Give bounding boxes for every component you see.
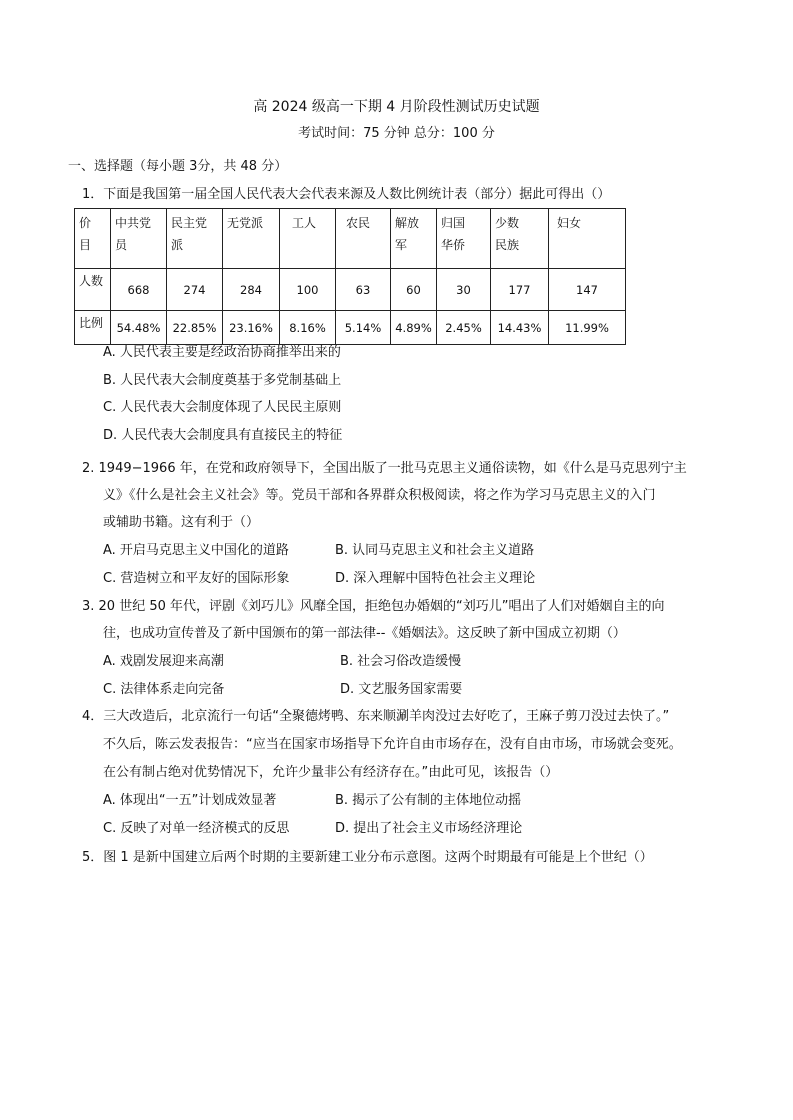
q4-stem-line: 4．三大改造后，北京流行一句话“全聚德烤鸭、东来顺涮羊肉没过去好吃了，王麻子剪刀没过去快了。” <box>82 709 670 724</box>
delegate-table <box>74 208 626 345</box>
column-header: 农民 <box>336 209 391 269</box>
corner-line: 目 <box>79 238 92 252</box>
q3-option-d[interactable]: D. 文艺服务国家需要 <box>340 682 463 697</box>
q4-option-d[interactable]: D. 提出了社会主义市场经济理论 <box>335 821 523 836</box>
q3-stem-line: 3. 20 世纪 50 年代，评剧《刘巧儿》风靡全国，拒绝包办婚姻的“刘巧儿”唱出了人们对婚姻自主的向 <box>82 599 665 614</box>
ratio-cell: 54.48% <box>111 311 167 345</box>
corner-line: 价 <box>79 216 92 230</box>
count-cell: 147 <box>549 269 626 311</box>
ratio-cell: 11.99% <box>549 311 626 345</box>
q2-stem-line: 义》《什么是社会主义社会》等。党员干部和各界群众积极阅读，将之作为学习马克思主义的入门 <box>103 488 656 503</box>
column-header: 中共党 员 <box>111 209 167 269</box>
count-cell: 177 <box>491 269 549 311</box>
q5-stem: 5．图 1 是新中国建立后两个时期的主要新建工业分布示意图。这两个时期最有可能是上个世纪（） <box>82 850 653 865</box>
ratio-cell: 8.16% <box>280 311 336 345</box>
count-cell: 30 <box>437 269 491 311</box>
section-heading: 一、选择题（每小题 3分，共 48 分） <box>68 159 288 174</box>
ratio-cell: 23.16% <box>223 311 280 345</box>
column-header: 归国 华侨 <box>437 209 491 269</box>
q1-option-b[interactable]: B. 人民代表大会制度奠基于多党制基础上 <box>103 373 342 388</box>
q4-option-a[interactable]: A. 体现出“一五”计划成效显著 <box>103 793 277 808</box>
column-header: 无党派 <box>223 209 280 269</box>
q4-stem-line: 不久后，陈云发表报告：“应当在国家市场指导下允许自由市场存在，没有自由市场，市场就会变死。 <box>103 737 682 752</box>
q2-stem-line: 2. 1949−1966 年，在党和政府领导下，全国出版了一批马克思主义通俗读物，如《什么是马克思列宁主 <box>82 461 687 476</box>
q2-option-d[interactable]: D. 深入理解中国特色社会主义理论 <box>335 571 536 586</box>
column-header: 民主党 派 <box>167 209 223 269</box>
q4-option-b[interactable]: B. 揭示了公有制的主体地位动摇 <box>335 793 522 808</box>
q2-stem-line: 或辅助书籍。这有利于（） <box>103 515 260 530</box>
count-cell: 100 <box>280 269 336 311</box>
count-cell: 284 <box>223 269 280 311</box>
ratio-cell: 2.45% <box>437 311 491 345</box>
q3-option-b[interactable]: B. 社会习俗改造缓慢 <box>340 654 462 669</box>
q2-option-c[interactable]: C. 营造树立和平友好的国际形象 <box>103 571 290 586</box>
column-header: 解放 军 <box>391 209 437 269</box>
column-header: 少数 民族 <box>491 209 549 269</box>
count-cell: 60 <box>391 269 437 311</box>
column-header: 妇女 <box>549 209 626 269</box>
ratio-cell: 14.43% <box>491 311 549 345</box>
q1-option-c[interactable]: C. 人民代表大会制度体现了人民民主原则 <box>103 400 342 415</box>
row-label: 比例 <box>75 311 111 345</box>
ratio-cell: 22.85% <box>167 311 223 345</box>
count-cell: 274 <box>167 269 223 311</box>
q1-option-a[interactable]: A. 人民代表主要是经政治协商推举出来的 <box>103 345 341 360</box>
q3-option-c[interactable]: C. 法律体系走向完备 <box>103 682 225 697</box>
table-ratio-row <box>75 311 626 345</box>
q2-option-b[interactable]: B. 认同马克思主义和社会主义道路 <box>335 543 535 558</box>
table-corner-cell <box>75 209 111 269</box>
row-label: 人数 <box>75 269 111 311</box>
exam-subtitle: 考试时间：75 分钟 总分：100 分 <box>298 126 495 141</box>
ratio-cell: 5.14% <box>336 311 391 345</box>
q3-option-a[interactable]: A. 戏剧发展迎来高潮 <box>103 654 224 669</box>
q4-stem-line: 在公有制占绝对优势情况下，允许少量非公有经济存在。”由此可见，该报告（） <box>103 765 559 780</box>
table-count-row <box>75 269 626 311</box>
column-header: 工人 <box>280 209 336 269</box>
q2-option-a[interactable]: A. 开启马克思主义中国化的道路 <box>103 543 289 558</box>
q3-stem-line: 往，也成功宣传普及了新中国颁布的第一部法律--《婚姻法》。这反映了新中国成立初期（） <box>103 626 626 641</box>
q4-option-c[interactable]: C. 反映了对单一经济模式的反思 <box>103 821 290 836</box>
q1-stem: 1．下面是我国第一届全国人民代表大会代表来源及人数比例统计表（部分）据此可得出（） <box>82 187 611 202</box>
count-cell: 63 <box>336 269 391 311</box>
exam-title: 高 2024 级高一下期 4 月阶段性测试历史试题 <box>253 99 540 115</box>
ratio-cell: 4.89% <box>391 311 437 345</box>
count-cell: 668 <box>111 269 167 311</box>
q1-option-d[interactable]: D. 人民代表大会制度具有直接民主的特征 <box>103 428 343 443</box>
table-header-row <box>75 209 626 269</box>
